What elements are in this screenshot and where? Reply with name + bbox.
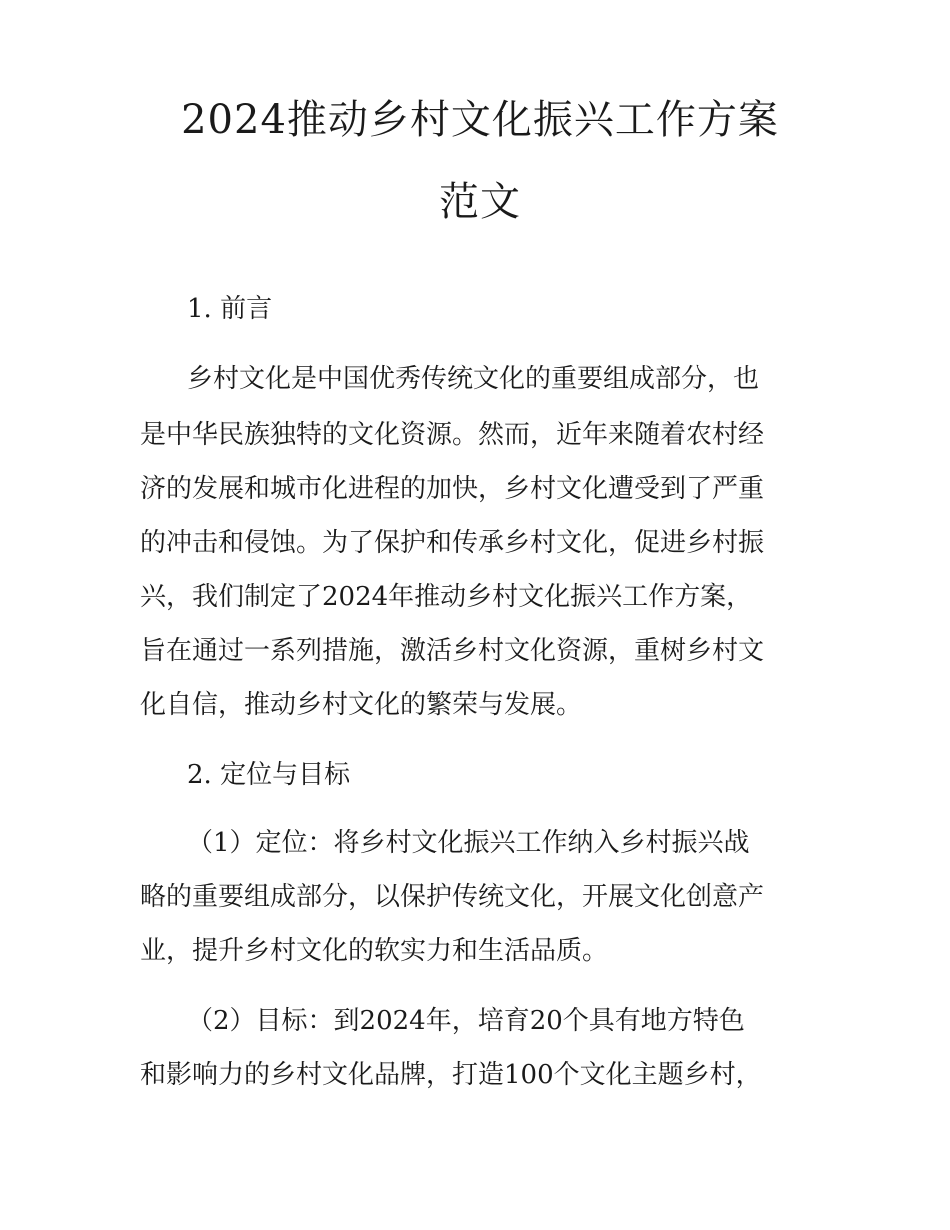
section-heading-positioning-goals: 2. 定位与目标 xyxy=(187,760,351,790)
paragraph-line: 旨在通过一系列措施，激活乡村文化资源，重树乡村文 xyxy=(140,636,765,666)
paragraph-line: （2）目标：到2024年，培育20个具有地方特色 xyxy=(187,1006,745,1036)
paragraph-line: 乡村文化是中国优秀传统文化的重要组成部分，也 xyxy=(187,364,760,394)
paragraph-line: 略的重要组成部分，以保护传统文化，开展文化创意产 xyxy=(140,882,765,912)
paragraph-line: 的冲击和侵蚀。为了保护和传承乡村文化，促进乡村振 xyxy=(140,528,765,558)
paragraph-line: 业，提升乡村文化的软实力和生活品质。 xyxy=(140,936,609,966)
paragraph-line: 济的发展和城市化进程的加快，乡村文化遭受到了严重 xyxy=(140,474,765,504)
document-title-line-2: 范文 xyxy=(439,179,521,225)
section-heading-preface: 1. 前言 xyxy=(187,294,273,324)
document-title-line-1: 2024推动乡村文化振兴工作方案 xyxy=(181,97,779,143)
paragraph-line: 兴，我们制定了2024年推动乡村文化振兴工作方案， xyxy=(140,582,753,612)
paragraph-line: 是中华民族独特的文化资源。然而，近年来随着农村经 xyxy=(140,420,765,450)
paragraph-line: （1）定位：将乡村文化振兴工作纳入乡村振兴战 xyxy=(187,828,750,858)
paragraph-line: 和影响力的乡村文化品牌，打造100个文化主题乡村， xyxy=(140,1060,762,1090)
paragraph-line: 化自信，推动乡村文化的繁荣与发展。 xyxy=(140,690,583,720)
